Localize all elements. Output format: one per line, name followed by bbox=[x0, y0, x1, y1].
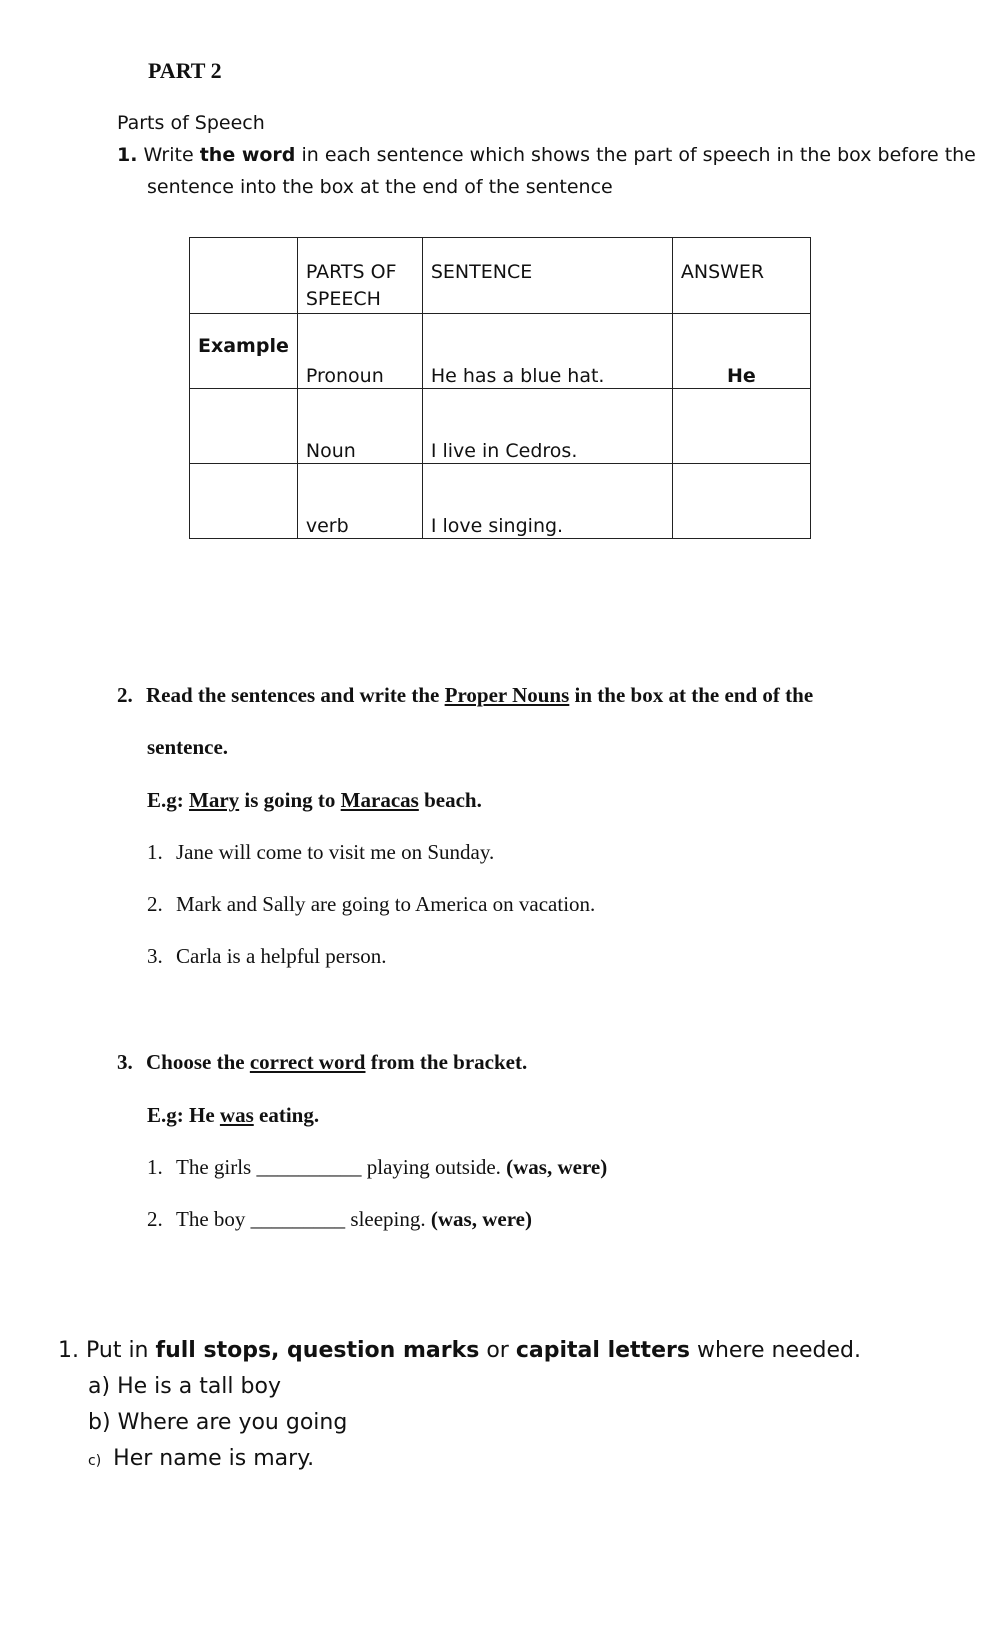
q1-instr-a: Write bbox=[143, 144, 194, 166]
q2-eg-mid: is going to bbox=[244, 788, 336, 812]
list-item bbox=[147, 1155, 607, 1180]
q2-example bbox=[147, 788, 482, 813]
item-number: 2. bbox=[147, 892, 163, 916]
list-item bbox=[147, 892, 595, 917]
list-item bbox=[88, 1410, 347, 1435]
item-text: The boy _________ sleeping. bbox=[176, 1207, 426, 1231]
header-cell-answer: ANSWER bbox=[672, 238, 810, 314]
item-number: 3. bbox=[147, 944, 163, 968]
q2-instruction-line2: sentence. bbox=[147, 735, 229, 759]
item-text: Carla is a helpful person. bbox=[176, 944, 387, 968]
q4-bold2: capital letters bbox=[515, 1338, 690, 1363]
answer-cell[interactable] bbox=[672, 389, 810, 464]
list-item bbox=[88, 1374, 281, 1399]
item-label: a) bbox=[88, 1374, 111, 1399]
item-options: (was, were) bbox=[430, 1207, 532, 1231]
q4-bold1: full stops, question marks bbox=[155, 1338, 480, 1363]
q2-instr-b: in the box at the end of the bbox=[574, 683, 814, 707]
q3-example bbox=[147, 1103, 319, 1128]
row-sentence: I love singing. bbox=[422, 464, 672, 539]
row-sentence: He has a blue hat. bbox=[422, 314, 672, 389]
item-text: Mark and Sally are going to America on vacation. bbox=[176, 892, 596, 916]
table-row bbox=[190, 464, 811, 539]
q1-instruction-line2: sentence into the box at the end of the sentence bbox=[147, 176, 613, 198]
q3-instruction bbox=[117, 1050, 527, 1075]
q3-instr-b: from the bracket. bbox=[370, 1050, 528, 1074]
answer-cell[interactable] bbox=[672, 464, 810, 539]
item-number: 1. bbox=[147, 840, 163, 864]
list-item bbox=[147, 1207, 532, 1232]
table-row bbox=[190, 314, 811, 389]
row-label: Example bbox=[190, 314, 298, 389]
item-text: He is a tall boy bbox=[117, 1374, 281, 1399]
q4-instr-c: where needed. bbox=[696, 1338, 861, 1363]
list-item bbox=[147, 840, 494, 865]
q3-eg-word: was bbox=[219, 1103, 254, 1127]
item-text: Where are you going bbox=[117, 1410, 348, 1435]
item-label: b) bbox=[88, 1410, 111, 1435]
table-row bbox=[190, 389, 811, 464]
topic-heading: Parts of Speech bbox=[117, 112, 265, 134]
parts-of-speech-table bbox=[189, 237, 811, 539]
item-text: Jane will come to visit me on Sunday. bbox=[176, 840, 495, 864]
item-number: 1. bbox=[147, 1155, 163, 1179]
q2-eg-end: beach. bbox=[424, 788, 482, 812]
q2-instruction bbox=[117, 683, 813, 708]
q4-instr-b: or bbox=[486, 1338, 509, 1363]
header-cell-blank bbox=[190, 238, 298, 314]
row-sentence: I live in Cedros. bbox=[422, 389, 672, 464]
q3-eg-end: eating. bbox=[259, 1103, 320, 1127]
q1-instr-bold: the word bbox=[199, 144, 296, 166]
row-label bbox=[190, 464, 298, 539]
q3-eg-prefix: E.g: He bbox=[147, 1103, 215, 1127]
q1-instr-b: in each sentence which shows the part of speech in the box before the bbox=[301, 144, 976, 166]
q4-instruction bbox=[58, 1338, 861, 1363]
answer-cell[interactable]: He bbox=[672, 314, 810, 389]
item-text: Her name is mary. bbox=[113, 1446, 315, 1471]
q2-eg-word1: Mary bbox=[189, 788, 240, 812]
header-cell-sentence: SENTENCE bbox=[422, 238, 672, 314]
item-label: c) bbox=[88, 1453, 102, 1469]
item-number: 2. bbox=[147, 1207, 163, 1231]
row-pos: Noun bbox=[297, 389, 422, 464]
row-pos: verb bbox=[297, 464, 422, 539]
q3-number: 3. bbox=[117, 1050, 133, 1074]
item-options: (was, were) bbox=[506, 1155, 608, 1179]
q2-eg-prefix: E.g: bbox=[147, 788, 184, 812]
q1-instruction bbox=[117, 144, 976, 166]
q4-instr-a: Put in bbox=[86, 1338, 149, 1363]
list-item bbox=[147, 944, 387, 969]
q1-number: 1. bbox=[117, 144, 138, 166]
q2-eg-word2: Maracas bbox=[340, 788, 419, 812]
q2-number: 2. bbox=[117, 683, 133, 707]
list-item bbox=[88, 1446, 314, 1471]
q2-instr-a: Read the sentences and write the bbox=[146, 683, 440, 707]
row-label bbox=[190, 389, 298, 464]
table-header-row bbox=[190, 238, 811, 314]
part-title: PART 2 bbox=[148, 58, 222, 83]
row-pos: Pronoun bbox=[297, 314, 422, 389]
q2-instr-underlined: Proper Nouns bbox=[444, 683, 570, 707]
q4-number: 1. bbox=[58, 1338, 79, 1363]
q3-instr-underlined: correct word bbox=[249, 1050, 366, 1074]
q3-instr-a: Choose the bbox=[146, 1050, 245, 1074]
header-cell-parts-of-speech: PARTS OF SPEECH bbox=[297, 238, 422, 314]
item-text: The girls __________ playing outside. bbox=[176, 1155, 501, 1179]
